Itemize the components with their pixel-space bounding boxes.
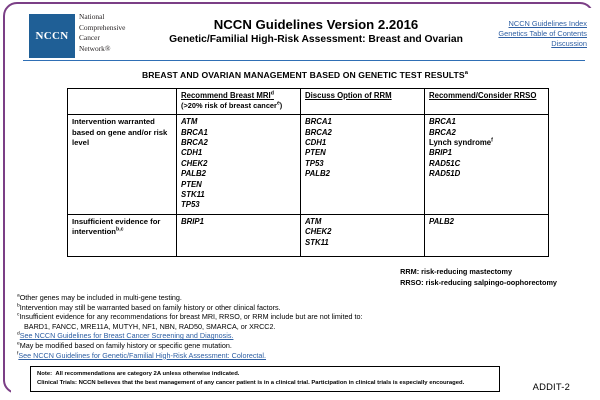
gene-item: BRCA1 bbox=[181, 127, 208, 137]
gene-item: PTEN bbox=[181, 179, 202, 189]
row-label-superscript: b,c bbox=[116, 226, 124, 233]
gene-item: PALB2 bbox=[305, 169, 330, 179]
footnote-marker-a: a bbox=[17, 293, 20, 299]
nccn-logo-text: NCCN bbox=[35, 30, 69, 42]
org-line-1: National bbox=[79, 12, 105, 21]
section-heading-text: BREAST AND OVARIAN MANAGEMENT BASED ON GENETIC TEST RESULTS bbox=[141, 70, 465, 80]
gene-item-lynch bbox=[429, 138, 544, 148]
footnote-text-a: Other genes may be included in multi-gene testing. bbox=[19, 293, 182, 302]
category-note-box bbox=[30, 366, 500, 392]
header-breast-mri-sub-tail: ) bbox=[279, 101, 283, 111]
page-title bbox=[161, 17, 471, 47]
footnote-link-colorectal[interactable]: See NCCN Guidelines for Genetic/Familial High-Risk Assessment: Colorectal. bbox=[18, 350, 267, 360]
footnote-link-breast-screening[interactable]: See NCCN Guidelines for Breast Cancer Screening and Diagnosis. bbox=[19, 331, 234, 341]
table-row bbox=[68, 115, 549, 215]
cell-intervention-mri bbox=[177, 115, 301, 215]
header-breast-mri-sub: (>20% risk of breast cancer bbox=[181, 101, 277, 111]
footnote-d bbox=[17, 331, 577, 341]
footnotes bbox=[17, 293, 577, 360]
footnote-c bbox=[17, 312, 577, 322]
page-frame bbox=[3, 2, 594, 394]
footnote-text-c-genes: BARD1, FANCC, MRE11A, MUTYH, NF1, NBN, RAD50, SMARCA, or XRCC2. bbox=[24, 321, 276, 331]
gene-item: BRIP1 bbox=[181, 216, 204, 226]
footnote-b bbox=[17, 303, 577, 313]
link-guidelines-index[interactable]: NCCN Guidelines Index bbox=[508, 19, 587, 28]
legend-rrso: RRSO: risk-reducing salpingo-oophorectomy bbox=[400, 277, 557, 287]
org-name bbox=[79, 12, 149, 54]
table-header-row bbox=[68, 89, 549, 115]
gene-item: CHEK2 bbox=[181, 158, 208, 168]
note-text-recommendations: All recommendations are category 2A unless otherwise indicated. bbox=[55, 371, 240, 377]
section-heading-superscript: a bbox=[464, 70, 469, 77]
lynch-label: Lynch syndrome bbox=[429, 138, 492, 148]
row-label-intervention-warranted bbox=[68, 115, 177, 215]
table-row bbox=[68, 214, 549, 256]
legend-rrm: RRM: risk-reducing mastectomy bbox=[400, 267, 513, 276]
header-breast-mri-superscript: d bbox=[270, 90, 274, 97]
row-label-text: Insufficient evidence for intervention bbox=[72, 216, 161, 237]
footnote-a bbox=[17, 293, 577, 303]
header-cell-rrso bbox=[425, 89, 549, 115]
nccn-logo bbox=[29, 14, 75, 58]
gene-item: CHEK2 bbox=[305, 227, 332, 237]
gene-item: RAD51D bbox=[429, 169, 461, 179]
footnote-text-b: Intervention may still be warranted based on family history or other clinical factors. bbox=[19, 302, 281, 312]
note-label-clinical-trials: Clinical Trials: bbox=[37, 380, 77, 386]
title-version: NCCN Guidelines Version 2.2016 bbox=[213, 17, 419, 32]
cell-intervention-rrm bbox=[301, 115, 425, 215]
gene-item: CDH1 bbox=[305, 138, 327, 148]
row-label-text: Intervention warranted based on gene and/or risk level bbox=[72, 117, 168, 148]
gene-item: CDH1 bbox=[181, 148, 203, 158]
footnote-e bbox=[17, 341, 577, 351]
header-breast-mri-sub-superscript: e bbox=[276, 100, 280, 107]
footnote-text-c: Insufficient evidence for any recommendations for breast MRI, RRSO, or RRM include but are not limited to: bbox=[19, 312, 363, 322]
header-rrm-label: Discuss Option of RRM bbox=[305, 91, 392, 100]
header-cell-blank bbox=[68, 89, 177, 115]
title-subject: Genetic/Familial High-Risk Assessment: Breast and Ovarian bbox=[169, 34, 463, 45]
gene-item: ATM bbox=[305, 216, 322, 226]
cell-insufficient-mri bbox=[177, 214, 301, 256]
footnote-marker-f: f bbox=[17, 351, 19, 357]
gene-item: ATM bbox=[181, 117, 198, 127]
header-divider bbox=[23, 60, 585, 61]
gene-item: BRCA1 bbox=[305, 117, 332, 127]
gene-item: BRCA2 bbox=[181, 138, 208, 148]
header-cell-breast-mri bbox=[177, 89, 301, 115]
gene-item: TP53 bbox=[305, 158, 324, 168]
footnote-marker-c: c bbox=[17, 312, 20, 318]
org-line-3: Cancer bbox=[79, 33, 100, 43]
cell-insufficient-rrm bbox=[301, 214, 425, 256]
footnote-c-continuation bbox=[17, 322, 577, 332]
cell-intervention-rrso bbox=[425, 115, 549, 215]
section-heading bbox=[5, 70, 600, 80]
gene-item: BRCA2 bbox=[429, 127, 456, 137]
org-line-2: Comprehensive bbox=[79, 22, 126, 32]
header-rrso-label: Recommend/Consider RRSO bbox=[429, 91, 537, 100]
document-header bbox=[15, 8, 595, 60]
cell-insufficient-rrso bbox=[425, 214, 549, 256]
note-text-clinical-trials: NCCN believes that the best management of any cancer patient is in a clinical trial. Participation in clinical trials is especially encouraged. bbox=[78, 380, 465, 386]
gene-item: BRCA1 bbox=[429, 117, 456, 127]
abbreviation-legend bbox=[400, 267, 557, 288]
lynch-superscript: f bbox=[491, 137, 493, 144]
gene-item: TP53 bbox=[181, 200, 200, 210]
footnote-f bbox=[17, 351, 577, 361]
link-discussion[interactable]: Discussion bbox=[551, 39, 587, 48]
header-breast-mri-label: Recommend Breast MRI bbox=[181, 91, 271, 100]
note-label-note: Note: bbox=[37, 371, 53, 377]
org-line-4: Network® bbox=[79, 43, 111, 53]
page-code: ADDIT-2 bbox=[532, 381, 570, 392]
gene-item: PALB2 bbox=[181, 169, 206, 179]
row-label-insufficient-evidence bbox=[68, 214, 177, 256]
footnote-marker-b: b bbox=[17, 303, 20, 309]
link-genetics-toc[interactable]: Genetics Table of Contents bbox=[498, 29, 587, 38]
gene-item: RAD51C bbox=[429, 158, 461, 168]
header-links bbox=[498, 19, 587, 49]
gene-item: STK11 bbox=[305, 237, 329, 247]
note-line-clinical-trials bbox=[37, 379, 494, 388]
footnote-text-e: May be modified based on family history or specific gene mutation. bbox=[19, 340, 232, 350]
footnote-marker-e: e bbox=[17, 341, 20, 347]
footnote-marker-d: d bbox=[17, 331, 20, 337]
note-line-recommendations bbox=[37, 370, 494, 379]
gene-item: BRCA2 bbox=[305, 127, 332, 137]
gene-item: PTEN bbox=[305, 148, 326, 158]
header-cell-rrm bbox=[301, 89, 425, 115]
gene-item: PALB2 bbox=[429, 216, 454, 226]
management-matrix-table bbox=[67, 88, 549, 257]
gene-item: STK11 bbox=[181, 190, 205, 200]
gene-item: BRIP1 bbox=[429, 148, 452, 158]
